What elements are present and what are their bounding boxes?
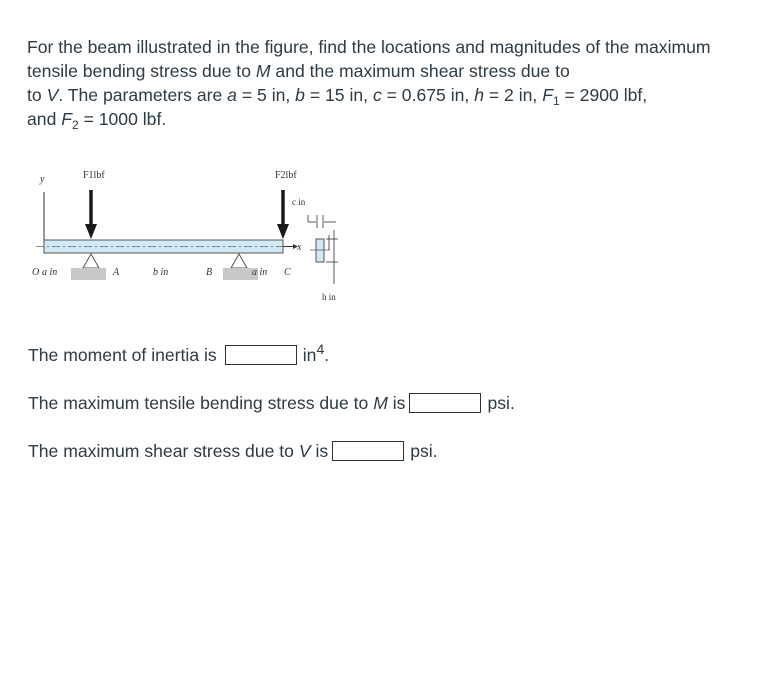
question-2-symbol: M: [373, 393, 388, 413]
moment-of-inertia-input[interactable]: [225, 345, 297, 365]
support-A-base: [71, 268, 106, 280]
bending-stress-input[interactable]: [409, 393, 481, 413]
question-2-text: [28, 392, 405, 414]
question-3-unit: psi.: [410, 441, 438, 461]
unit-in: in: [302, 345, 317, 365]
origin-label: O: [32, 267, 40, 278]
symbol-c: c: [372, 85, 382, 105]
problem-text-and: and: [27, 109, 62, 129]
f1-arrow-head: [85, 224, 97, 239]
f2-label: F2lbf: [275, 170, 297, 181]
point-B-label: B: [206, 267, 213, 278]
question-2-unit: psi.: [487, 393, 515, 413]
a-right-dimension: a in: [252, 267, 268, 278]
problem-statement: [27, 35, 727, 131]
problem-text-1: For the beam illustrated in the figure, find the locations and magnitudes of the maximum tensile bending stress due to: [27, 37, 711, 81]
a-left-dimension: a in: [42, 267, 58, 278]
support-A-triangle: [83, 254, 99, 268]
value-F1: = 2900 lbf,: [559, 85, 648, 105]
question-bending-stress: [28, 392, 515, 414]
symbol-a: a: [227, 85, 237, 105]
question-2-tail: is: [387, 393, 406, 413]
symbol-F2: F: [61, 109, 72, 129]
question-shear-stress: [28, 440, 438, 462]
value-h: = 2 in,: [483, 85, 543, 105]
question-1-unit: [302, 341, 330, 366]
value-a: = 5 in,: [236, 85, 296, 105]
support-B-triangle: [231, 254, 247, 268]
x-axis-label: x: [297, 242, 302, 253]
c-dimension-label: c in: [292, 197, 306, 207]
value-c: = 0.675 in,: [381, 85, 475, 105]
symbol-h: h: [474, 85, 484, 105]
question-2-lead: The maximum tensile bending stress due to: [28, 393, 374, 413]
unit-period: .: [324, 345, 330, 365]
question-3-symbol: V: [298, 441, 311, 461]
symbol-F1: F: [542, 85, 553, 105]
question-1-text: The moment of inertia is: [28, 345, 217, 365]
f1-label: F1lbf: [83, 170, 105, 181]
shear-stress-input[interactable]: [332, 441, 404, 461]
f2-arrow-head: [277, 224, 289, 239]
subscript-2: 2: [72, 118, 79, 132]
question-3-text: [28, 440, 328, 462]
beam-figure: [26, 160, 366, 310]
point-A-label: A: [113, 267, 120, 278]
problem-text-3: . The parameters are: [58, 85, 228, 105]
point-C-label: C: [284, 267, 291, 278]
cross-section: [316, 239, 324, 262]
problem-text-to: to: [27, 85, 47, 105]
question-3-lead: The maximum shear stress due to: [28, 441, 299, 461]
value-b: = 15 in,: [304, 85, 373, 105]
h-dimension-label: h in: [322, 292, 336, 302]
b-dimension: b in: [153, 267, 169, 278]
y-axis-label: y: [40, 174, 45, 185]
symbol-M: M: [255, 61, 271, 81]
symbol-b: b: [295, 85, 305, 105]
symbol-V: V: [46, 85, 59, 105]
value-F2: = 1000 lbf.: [78, 109, 167, 129]
question-moment-of-inertia: [28, 341, 330, 366]
subscript-1: 1: [552, 94, 560, 108]
question-3-tail: is: [310, 441, 329, 461]
unit-exponent: 4: [316, 341, 325, 357]
problem-text-2: and the maximum shear stress due to: [270, 61, 570, 81]
